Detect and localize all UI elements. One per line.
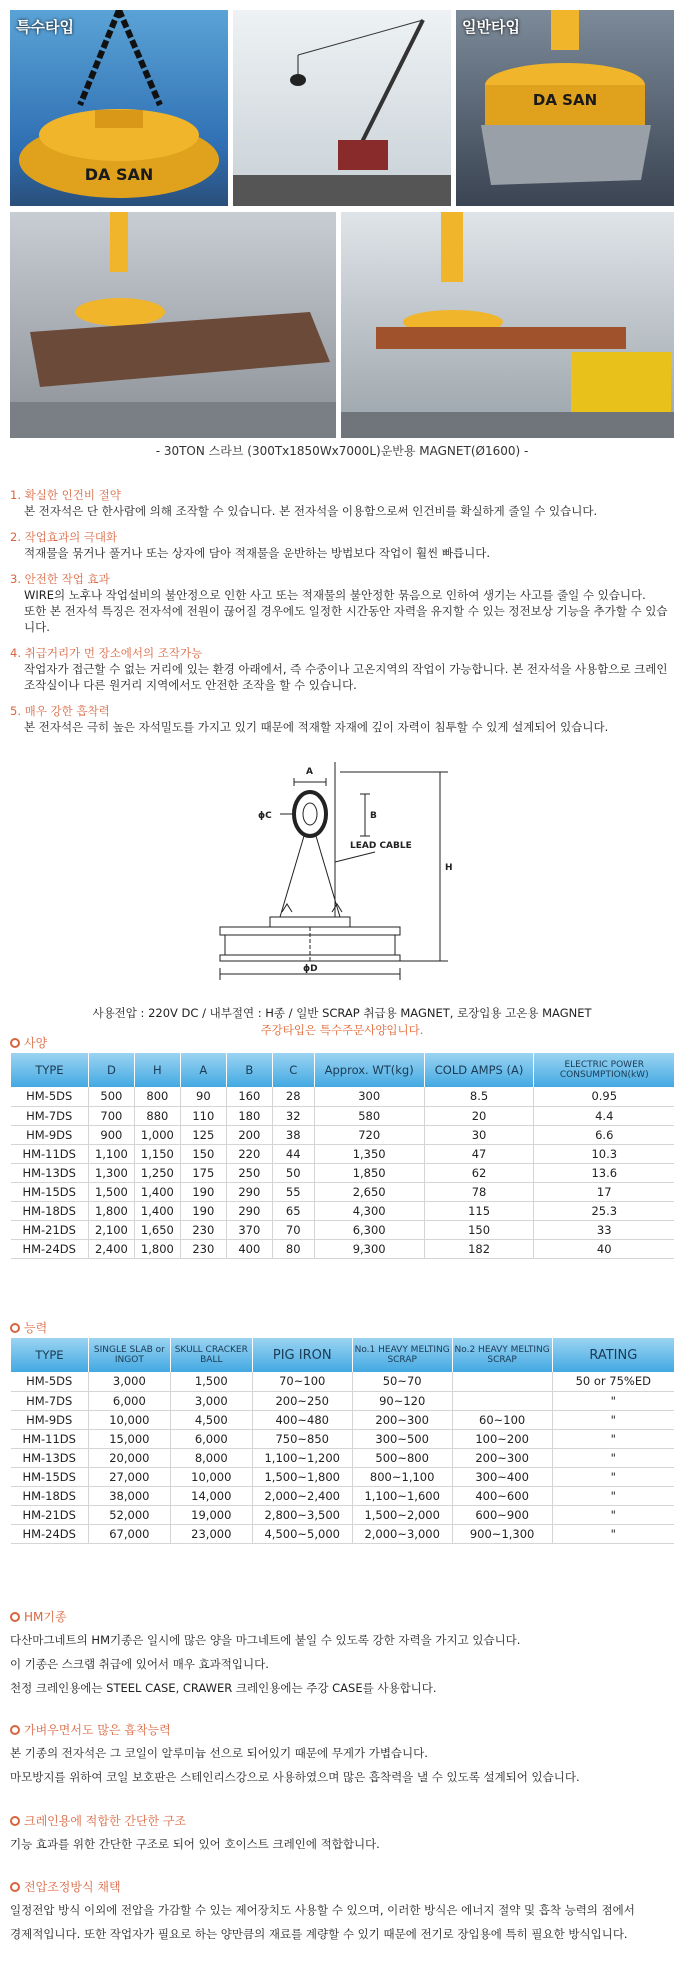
table-cell: 800~1,100 [352, 1467, 452, 1486]
table-cell: 190 [180, 1201, 226, 1220]
type-cell: HM-7DS [11, 1391, 89, 1410]
table-row [11, 1410, 675, 1429]
slab-lift-photo-2 [341, 212, 674, 438]
table-cell: 3,000 [170, 1391, 252, 1410]
special-type-label: 특수타입 [16, 18, 74, 36]
table-cell: 10,000 [170, 1467, 252, 1486]
table-cell: 230 [180, 1239, 226, 1258]
type-cell: HM-5DS [11, 1372, 89, 1391]
feature-line: 경제적입니다. 또한 작업자가 필요로 하는 양만큼의 재료를 계량할 수 있기 때문에 전기로 장입용에 특히 필요한 방식입니다. [10, 1927, 628, 1941]
table-cell: 1,400 [134, 1182, 180, 1201]
table-cell: " [552, 1448, 674, 1467]
table-cell: 90~120 [352, 1391, 452, 1410]
table-cell: 1,250 [134, 1163, 180, 1182]
table-cell: 880 [134, 1106, 180, 1125]
capacity-heading [10, 1319, 47, 1336]
table-cell: 2,650 [314, 1182, 424, 1201]
table-cell: 20 [424, 1106, 534, 1125]
capacity-table [10, 1338, 674, 1544]
spec-heading-text: 사양 [24, 1036, 48, 1050]
table-cell: 13.6 [534, 1163, 674, 1182]
benefit-text: 조작실이나 다른 원거리 지역에서도 안전한 조작을 할 수 있습니다. [24, 678, 357, 692]
table-cell: 1,400 [134, 1201, 180, 1220]
benefit-item [10, 703, 674, 735]
table-cell: 38,000 [88, 1486, 170, 1505]
type-cell: HM-18DS [11, 1486, 89, 1505]
slab-lift-illustration-2 [341, 212, 674, 438]
general-type-magnet-photo [456, 10, 674, 206]
target-icon [10, 1882, 20, 1892]
col-header: TYPE [11, 1053, 89, 1087]
table-cell: 500 [88, 1087, 134, 1106]
table-cell: 50 or 75%ED [552, 1372, 674, 1391]
col-header: Approx. WT(kg) [314, 1053, 424, 1087]
feature-line: 기능 효과를 위한 간단한 구조로 되어 있어 호이스트 크레인에 적합합니다. [10, 1837, 380, 1851]
col-header: B [226, 1053, 272, 1087]
table-cell: 8,000 [170, 1448, 252, 1467]
benefit-text: 적재물을 묶거나 풀거나 또는 상자에 담아 적재물을 운반하는 방법보다 작업이 훨씬 빠릅니다. [24, 546, 491, 560]
table-cell: 50~70 [352, 1372, 452, 1391]
col-header: COLD AMPS (A) [424, 1053, 534, 1087]
table-row [11, 1163, 675, 1182]
table-cell: 52,000 [88, 1505, 170, 1524]
svg-text:DA SAN: DA SAN [84, 165, 154, 184]
table-cell: " [552, 1486, 674, 1505]
table-cell: 0.95 [534, 1087, 674, 1106]
feature-line: 마모방지를 위하여 코일 보호판은 스테인리스강으로 사용하였으며 많은 흡착력을 낼 수 있도록 설계되어 있습니다. [10, 1770, 580, 1784]
spec-heading [10, 1034, 47, 1051]
table-cell: 60~100 [452, 1410, 552, 1429]
benefit-title: 4. 취급거리가 먼 장소에서의 조작가능 [10, 646, 203, 660]
table-cell: 1,100 [88, 1144, 134, 1163]
table-cell: 110 [180, 1106, 226, 1125]
table-cell [452, 1391, 552, 1410]
feature-heading-text: 전압조정방식 채택 [24, 1880, 121, 1894]
table-header-row [11, 1338, 675, 1372]
feature-text [10, 1628, 674, 1700]
table-cell: 8.5 [424, 1087, 534, 1106]
table-cell: 115 [424, 1201, 534, 1220]
table-cell: 182 [424, 1239, 534, 1258]
col-header: SKULL CRACKER BALL [170, 1338, 252, 1372]
table-cell: 190 [180, 1182, 226, 1201]
feature-text [10, 1741, 674, 1789]
table-cell: 1,100~1,600 [352, 1486, 452, 1505]
magnet-dimension-diagram [200, 752, 490, 992]
table-cell: 10,000 [88, 1410, 170, 1429]
col-header: H [134, 1053, 180, 1087]
table-row [11, 1505, 675, 1524]
benefit-title: 2. 작업효과의 극대화 [10, 530, 118, 544]
col-header: TYPE [11, 1338, 89, 1372]
dim-label-d: ϕD [303, 964, 318, 974]
table-cell: 1,350 [314, 1144, 424, 1163]
table-cell: 1,300 [88, 1163, 134, 1182]
table-row [11, 1201, 675, 1220]
benefit-text: 또한 본 전자석 특징은 전자석에 전원이 끊어질 경우에도 일정한 시간동안 자력을 유지할 수 있는 정전보상 기능을 추가할 수 있습니다. [24, 604, 668, 634]
table-cell: 50 [272, 1163, 314, 1182]
col-header: RATING [552, 1338, 674, 1372]
table-row [11, 1144, 675, 1163]
table-cell: 2,800~3,500 [252, 1505, 352, 1524]
table-cell: 100~200 [452, 1429, 552, 1448]
benefit-title: 5. 매우 강한 흡착력 [10, 704, 110, 718]
table-cell: 1,500 [170, 1372, 252, 1391]
table-row [11, 1182, 675, 1201]
table-cell: 17 [534, 1182, 674, 1201]
col-header: SINGLE SLAB or INGOT [88, 1338, 170, 1372]
table-cell: 4,300 [314, 1201, 424, 1220]
benefit-text: WIRE의 노후나 작업설비의 불안정으로 인한 사고 또는 적재물의 불안정한 묶음으로 인하여 생기는 사고를 줄일 수 있습니다. [24, 588, 646, 602]
table-cell: 370 [226, 1220, 272, 1239]
table-cell: 125 [180, 1125, 226, 1144]
table-row [11, 1486, 675, 1505]
feature-heading [10, 1721, 171, 1738]
table-cell: 1,100~1,200 [252, 1448, 352, 1467]
table-cell: 67,000 [88, 1524, 170, 1543]
table-row [11, 1372, 675, 1391]
table-cell: " [552, 1505, 674, 1524]
table-cell: 900 [88, 1125, 134, 1144]
benefit-item [10, 529, 674, 561]
table-cell: 70~100 [252, 1372, 352, 1391]
type-cell: HM-15DS [11, 1467, 89, 1486]
table-cell: 600~900 [452, 1505, 552, 1524]
spec-table-body [11, 1087, 675, 1258]
table-cell: 1,500 [88, 1182, 134, 1201]
feature-heading-text: 가벼우면서도 많은 흡착능력 [24, 1723, 171, 1737]
table-cell: 175 [180, 1163, 226, 1182]
table-cell: 28 [272, 1087, 314, 1106]
feature-line: 천정 크레인용에는 STEEL CASE, CRAWER 크레인용에는 주강 CASE를 사용합니다. [10, 1681, 437, 1695]
table-cell: 15,000 [88, 1429, 170, 1448]
table-cell: 25.3 [534, 1201, 674, 1220]
benefit-text: 본 전자석은 극히 높은 자석밀도를 가지고 있기 때문에 적재할 자재에 깊이 자력이 침투할 수 있게 설계되어 있습니다. [24, 720, 609, 734]
table-cell: 290 [226, 1182, 272, 1201]
table-row [11, 1087, 675, 1106]
feature-line: 이 기종은 스크랩 취급에 있어서 매우 효과적입니다. [10, 1657, 269, 1671]
type-cell: HM-15DS [11, 1182, 89, 1201]
col-header: No.1 HEAVY MELTING SCRAP [352, 1338, 452, 1372]
table-cell: 1,000 [134, 1125, 180, 1144]
benefit-text: 작업자가 접근할 수 없는 거리에 있는 환경 아래에서, 즉 수중이나 고온지역의 작업이 가능합니다. 본 전자석을 사용함으로 크레인 [24, 662, 668, 676]
magnet-general-illustration [456, 10, 674, 206]
feature-text [10, 1898, 674, 1946]
table-cell: 720 [314, 1125, 424, 1144]
benefit-item [10, 487, 674, 519]
target-icon [10, 1725, 20, 1735]
table-cell: 19,000 [170, 1505, 252, 1524]
table-row [11, 1125, 675, 1144]
dim-label-c: ϕC [258, 811, 272, 821]
type-cell: HM-5DS [11, 1087, 89, 1106]
benefit-list [10, 487, 674, 745]
type-cell: HM-11DS [11, 1144, 89, 1163]
table-row [11, 1239, 675, 1258]
special-type-magnet-photo [10, 10, 228, 206]
col-header: C [272, 1053, 314, 1087]
table-cell: 2,100 [88, 1220, 134, 1239]
target-icon [10, 1038, 20, 1048]
table-row [11, 1220, 675, 1239]
slab-lift-illustration-1 [10, 212, 336, 438]
table-row [11, 1106, 675, 1125]
table-cell: " [552, 1410, 674, 1429]
type-cell: HM-13DS [11, 1448, 89, 1467]
table-cell: 2,000~3,000 [352, 1524, 452, 1543]
cast-steel-note: 주강타입은 특수주문사양입니다. [260, 1023, 424, 1037]
table-cell: " [552, 1467, 674, 1486]
table-cell: 4.4 [534, 1106, 674, 1125]
table-row [11, 1429, 675, 1448]
table-cell: 200~300 [452, 1448, 552, 1467]
table-cell: 900~1,300 [452, 1524, 552, 1543]
table-cell: 1,800 [134, 1239, 180, 1258]
table-cell: 300 [314, 1087, 424, 1106]
feature-heading [10, 1878, 121, 1895]
table-cell: 800 [134, 1087, 180, 1106]
table-cell: 3,000 [88, 1372, 170, 1391]
feature-line: 일정전압 방식 이외에 전압을 가감할 수 있는 제어장치도 사용할 수 있으며, 이러한 방식은 에너지 절약 및 흡착 능력의 점에서 [10, 1903, 635, 1917]
benefit-title: 3. 안전한 작업 효과 [10, 572, 110, 586]
table-cell: 38 [272, 1125, 314, 1144]
table-cell: 4,500 [170, 1410, 252, 1429]
table-cell: " [552, 1524, 674, 1543]
table-cell: 10.3 [534, 1144, 674, 1163]
table-cell: 1,800 [88, 1201, 134, 1220]
spec-table [10, 1053, 674, 1259]
col-header: D [88, 1053, 134, 1087]
crawler-crane-illustration [233, 10, 451, 206]
table-cell: 150 [180, 1144, 226, 1163]
usage-info: 사용전압 : 220V DC / 내부절연 : H종 / 일반 SCRAP 취급용 MAGNET, 로장입용 고온용 MAGNET [92, 1006, 592, 1020]
table-cell: 80 [272, 1239, 314, 1258]
table-cell: 200~300 [352, 1410, 452, 1429]
table-cell: 1,500~1,800 [252, 1467, 352, 1486]
photo-caption: - 30TON 스라브 (300Tx1850Wx7000L)운반용 MAGNET(Ø1600) - [155, 444, 529, 458]
table-cell: 300~500 [352, 1429, 452, 1448]
feature-line: 본 기종의 전자석은 그 코일이 알루미늄 선으로 되어있기 때문에 무게가 가볍습니다. [10, 1746, 428, 1760]
table-cell: 400~480 [252, 1410, 352, 1429]
feature-heading [10, 1812, 186, 1829]
table-cell: 20,000 [88, 1448, 170, 1467]
type-cell: HM-21DS [11, 1505, 89, 1524]
table-cell [452, 1372, 552, 1391]
table-cell: 220 [226, 1144, 272, 1163]
col-header: ELECTRIC POWER CONSUMPTION(kW) [534, 1053, 674, 1087]
dim-label-h: H [445, 863, 453, 873]
feature-heading [10, 1608, 67, 1625]
table-cell: 400 [226, 1239, 272, 1258]
magnet-special-illustration [10, 10, 228, 206]
benefit-text: 본 전자석은 단 한사람에 의해 조작할 수 있습니다. 본 전자석을 이용함으로써 인건비를 확실하게 줄일 수 있습니다. [24, 504, 598, 518]
table-cell: 78 [424, 1182, 534, 1201]
table-cell: 250 [226, 1163, 272, 1182]
col-header: A [180, 1053, 226, 1087]
table-cell: 62 [424, 1163, 534, 1182]
target-icon [10, 1816, 20, 1826]
benefit-item [10, 645, 674, 693]
table-cell: 33 [534, 1220, 674, 1239]
table-row [11, 1391, 675, 1410]
target-icon [10, 1323, 20, 1333]
table-cell: " [552, 1391, 674, 1410]
type-cell: HM-24DS [11, 1524, 89, 1543]
table-cell: 750~850 [252, 1429, 352, 1448]
svg-text:DA SAN: DA SAN [532, 91, 598, 109]
table-cell: 300~400 [452, 1467, 552, 1486]
table-cell: 6,000 [170, 1429, 252, 1448]
table-cell: 1,500~2,000 [352, 1505, 452, 1524]
table-cell: 6,300 [314, 1220, 424, 1239]
table-cell: 40 [534, 1239, 674, 1258]
table-cell: 180 [226, 1106, 272, 1125]
lead-cable-label: LEAD CABLE [350, 841, 412, 851]
table-cell: 4,500~5,000 [252, 1524, 352, 1543]
table-cell: 30 [424, 1125, 534, 1144]
table-cell: 90 [180, 1087, 226, 1106]
table-cell: 14,000 [170, 1486, 252, 1505]
col-header: No.2 HEAVY MELTING SCRAP [452, 1338, 552, 1372]
benefit-item [10, 571, 674, 635]
dim-label-a: A [306, 767, 313, 777]
table-row [11, 1524, 675, 1543]
type-cell: HM-18DS [11, 1201, 89, 1220]
table-row [11, 1448, 675, 1467]
table-cell: 9,300 [314, 1239, 424, 1258]
feature-text [10, 1832, 674, 1856]
type-cell: HM-9DS [11, 1410, 89, 1429]
type-cell: HM-11DS [11, 1429, 89, 1448]
table-cell: 2,000~2,400 [252, 1486, 352, 1505]
table-cell: 55 [272, 1182, 314, 1201]
table-cell: 44 [272, 1144, 314, 1163]
table-cell: 47 [424, 1144, 534, 1163]
crane-photo [233, 10, 451, 206]
table-cell: 1,150 [134, 1144, 180, 1163]
table-cell: 500~800 [352, 1448, 452, 1467]
table-cell: 32 [272, 1106, 314, 1125]
table-cell: 23,000 [170, 1524, 252, 1543]
table-cell: 290 [226, 1201, 272, 1220]
table-cell: " [552, 1429, 674, 1448]
table-cell: 1,850 [314, 1163, 424, 1182]
feature-heading-text: HM기종 [24, 1610, 67, 1624]
col-header: PIG IRON [252, 1338, 352, 1372]
table-cell: 27,000 [88, 1467, 170, 1486]
general-type-label: 일반타입 [462, 18, 520, 36]
capacity-heading-text: 능력 [24, 1321, 48, 1335]
type-cell: HM-9DS [11, 1125, 89, 1144]
table-cell: 160 [226, 1087, 272, 1106]
feature-line: 다산마그네트의 HM기종은 일시에 많은 양을 마그네트에 붙일 수 있도록 강한 자력을 가지고 있습니다. [10, 1633, 521, 1647]
table-cell: 150 [424, 1220, 534, 1239]
table-cell: 6,000 [88, 1391, 170, 1410]
table-cell: 580 [314, 1106, 424, 1125]
table-cell: 65 [272, 1201, 314, 1220]
table-cell: 200 [226, 1125, 272, 1144]
type-cell: HM-7DS [11, 1106, 89, 1125]
type-cell: HM-21DS [11, 1220, 89, 1239]
type-cell: HM-13DS [11, 1163, 89, 1182]
table-cell: 700 [88, 1106, 134, 1125]
dim-label-b: B [370, 811, 377, 821]
table-cell: 230 [180, 1220, 226, 1239]
capacity-table-body [11, 1372, 675, 1543]
target-icon [10, 1612, 20, 1622]
benefit-title: 1. 확실한 인건비 절약 [10, 488, 121, 502]
table-cell: 200~250 [252, 1391, 352, 1410]
table-cell: 1,650 [134, 1220, 180, 1239]
table-cell: 400~600 [452, 1486, 552, 1505]
table-row [11, 1467, 675, 1486]
feature-heading-text: 크레인용에 적합한 간단한 구조 [24, 1814, 187, 1828]
table-cell: 6.6 [534, 1125, 674, 1144]
type-cell: HM-24DS [11, 1239, 89, 1258]
slab-lift-photo-1 [10, 212, 336, 438]
table-cell: 70 [272, 1220, 314, 1239]
table-cell: 2,400 [88, 1239, 134, 1258]
table-header-row [11, 1053, 675, 1087]
